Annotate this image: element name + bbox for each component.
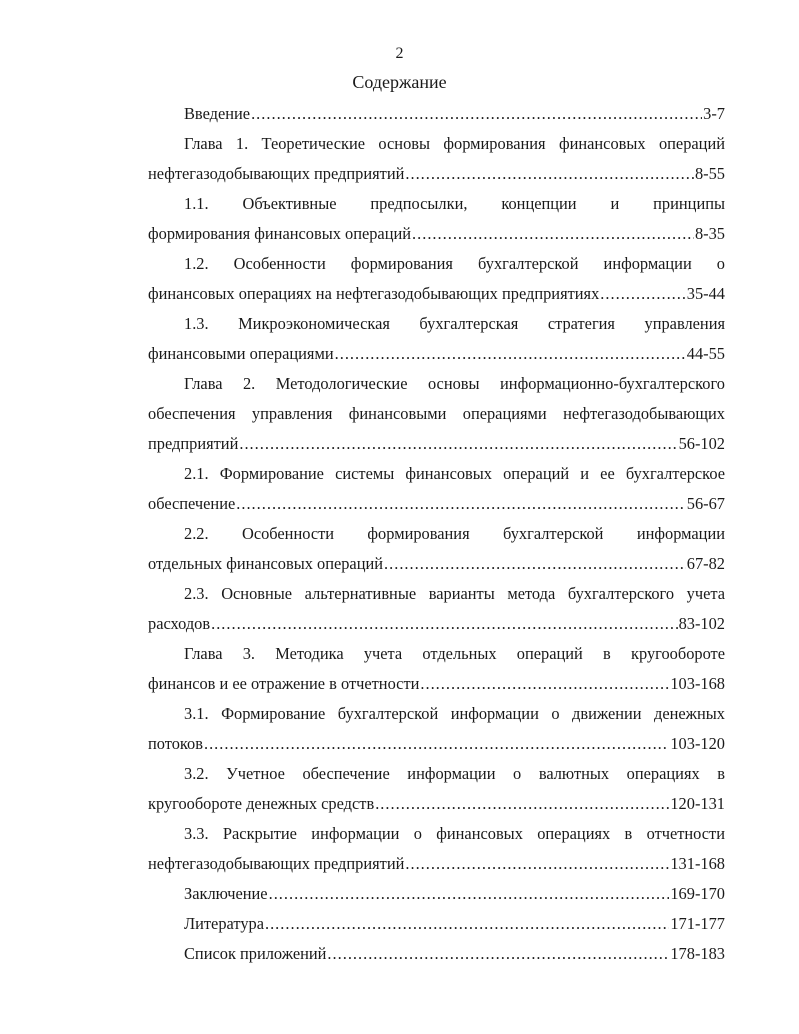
- dot-leader: [600, 279, 685, 309]
- toc-entry: [148, 939, 725, 969]
- toc-entry-pages: 103-168: [670, 674, 725, 693]
- toc-entry-text: Список приложений: [184, 944, 327, 963]
- toc-entry-pages: 56-102: [678, 434, 725, 453]
- toc-entry: [148, 459, 725, 519]
- toc-entry-pages: 56-67: [686, 494, 725, 513]
- toc-entry: [148, 909, 725, 939]
- toc-entry: [148, 189, 725, 249]
- toc-entry-last-line: [148, 489, 725, 519]
- dot-leader: [265, 909, 669, 939]
- toc-entry-last-line: [148, 219, 725, 249]
- toc-entry: [148, 579, 725, 639]
- toc-entry: [148, 819, 725, 879]
- dot-leader: [405, 159, 694, 189]
- toc-entry-pages: 8-55: [694, 164, 725, 183]
- toc-entry-text: нефтегазодобывающих предприятий: [148, 164, 405, 183]
- toc-entry-text: формирования финансовых операций: [148, 224, 412, 243]
- toc-entry-line: Глава 3. Методика учета отдельных операций в кругообороте: [184, 644, 725, 663]
- toc-entry: [148, 759, 725, 819]
- toc-entry-text: Литература: [184, 914, 264, 933]
- dot-leader: [384, 549, 686, 579]
- toc-entry-text: предприятий: [148, 434, 239, 453]
- dot-leader: [412, 219, 694, 249]
- toc-entry-text: расходов: [148, 614, 211, 633]
- toc-entry: [148, 99, 725, 129]
- toc-entry-pages: 169-170: [670, 884, 725, 903]
- page-title: Содержание: [352, 72, 447, 92]
- toc-entry-text: Введение: [184, 104, 251, 123]
- toc-entry-pages: 120-131: [670, 794, 725, 813]
- dot-leader: [204, 729, 669, 759]
- toc-entry-last-line: [148, 99, 725, 129]
- toc-entry-pages: 67-82: [686, 554, 725, 573]
- toc-entry-line: Глава 1. Теоретические основы формирования финансовых операций: [184, 134, 725, 153]
- toc-entry-text: кругообороте денежных средств: [148, 794, 375, 813]
- toc-entry: [148, 519, 725, 579]
- toc-entry-line: 1.3. Микроэкономическая бухгалтерская стратегия управления: [184, 314, 725, 333]
- toc-entry-text: обеспечение: [148, 494, 236, 513]
- toc-entry-last-line: [148, 849, 725, 879]
- dot-leader: [251, 99, 702, 129]
- toc-entry-last-line: [148, 159, 725, 189]
- toc-entry-text: отдельных финансовых операций: [148, 554, 384, 573]
- toc-entry-pages: 44-55: [686, 344, 725, 363]
- toc-entry-line: 3.3. Раскрытие информации о финансовых операциях в отчетности: [184, 824, 725, 843]
- toc-entry-pages: 35-44: [686, 284, 725, 303]
- toc-entry-line: 1.1. Объективные предпосылки, концепции и принципы: [184, 194, 725, 213]
- page-number: 2: [395, 45, 404, 62]
- dot-leader: [211, 609, 677, 639]
- toc-entry-last-line: [148, 729, 725, 759]
- toc-entry-last-line: [148, 429, 725, 459]
- toc-entry-line: 2.3. Основные альтернативные варианты метода бухгалтерского учета: [184, 584, 725, 603]
- toc-entry-last-line: [148, 669, 725, 699]
- toc-entry: [148, 699, 725, 759]
- toc-entry-last-line: [148, 789, 725, 819]
- toc-entry: [148, 639, 725, 699]
- toc-entry-pages: 171-177: [670, 914, 725, 933]
- toc-entry-line: 3.2. Учетное обеспечение информации о валютных операциях в: [184, 764, 725, 783]
- toc-entry-line: 1.2. Особенности формирования бухгалтерской информации о: [184, 254, 725, 273]
- toc-entry-text: потоков: [148, 734, 203, 753]
- toc-entry: [148, 309, 725, 369]
- toc-entry: [148, 249, 725, 309]
- toc-entry-pages: 8-35: [694, 224, 725, 243]
- toc-entry-last-line: [148, 909, 725, 939]
- toc-entry: [148, 129, 725, 189]
- toc-entry-text: финансовыми операциями: [148, 344, 334, 363]
- dot-leader: [375, 789, 669, 819]
- dot-leader: [420, 669, 669, 699]
- toc-entry: [148, 369, 725, 459]
- dot-leader: [327, 939, 669, 969]
- toc-entry-text: финансов и ее отражение в отчетности: [148, 674, 420, 693]
- toc-entry: [148, 879, 725, 909]
- toc-entry-line: 2.1. Формирование системы финансовых операций и ее бухгалтерское: [184, 464, 725, 483]
- toc-entry-pages: 83-102: [678, 614, 725, 633]
- toc-entry-pages: 178-183: [670, 944, 725, 963]
- dot-leader: [335, 339, 686, 369]
- toc-entry-text: нефтегазодобывающих предприятий: [148, 854, 405, 873]
- dot-leader: [269, 879, 670, 909]
- table-of-contents: [148, 99, 725, 969]
- dot-leader: [236, 489, 685, 519]
- toc-entry-line: обеспечения управления финансовыми операциями нефтегазодобывающих: [148, 404, 725, 423]
- toc-entry-last-line: [148, 279, 725, 309]
- toc-entry-line: 2.2. Особенности формирования бухгалтерской информации: [184, 524, 725, 543]
- toc-entry-pages: 131-168: [670, 854, 725, 873]
- toc-entry-line: 3.1. Формирование бухгалтерской информации о движении денежных: [184, 704, 725, 723]
- toc-entry-pages: 103-120: [670, 734, 725, 753]
- toc-entry-last-line: [148, 939, 725, 969]
- toc-entry-pages: 3-7: [703, 104, 725, 123]
- toc-entry-line: Глава 2. Методологические основы информационно-бухгалтерского: [184, 374, 725, 393]
- toc-entry-last-line: [148, 879, 725, 909]
- toc-entry-text: финансовых операциях на нефтегазодобывающих предприятиях: [148, 284, 600, 303]
- toc-entry-last-line: [148, 549, 725, 579]
- toc-entry-last-line: [148, 339, 725, 369]
- dot-leader: [239, 429, 677, 459]
- toc-entry-last-line: [148, 609, 725, 639]
- dot-leader: [405, 849, 669, 879]
- toc-entry-text: Заключение: [184, 884, 268, 903]
